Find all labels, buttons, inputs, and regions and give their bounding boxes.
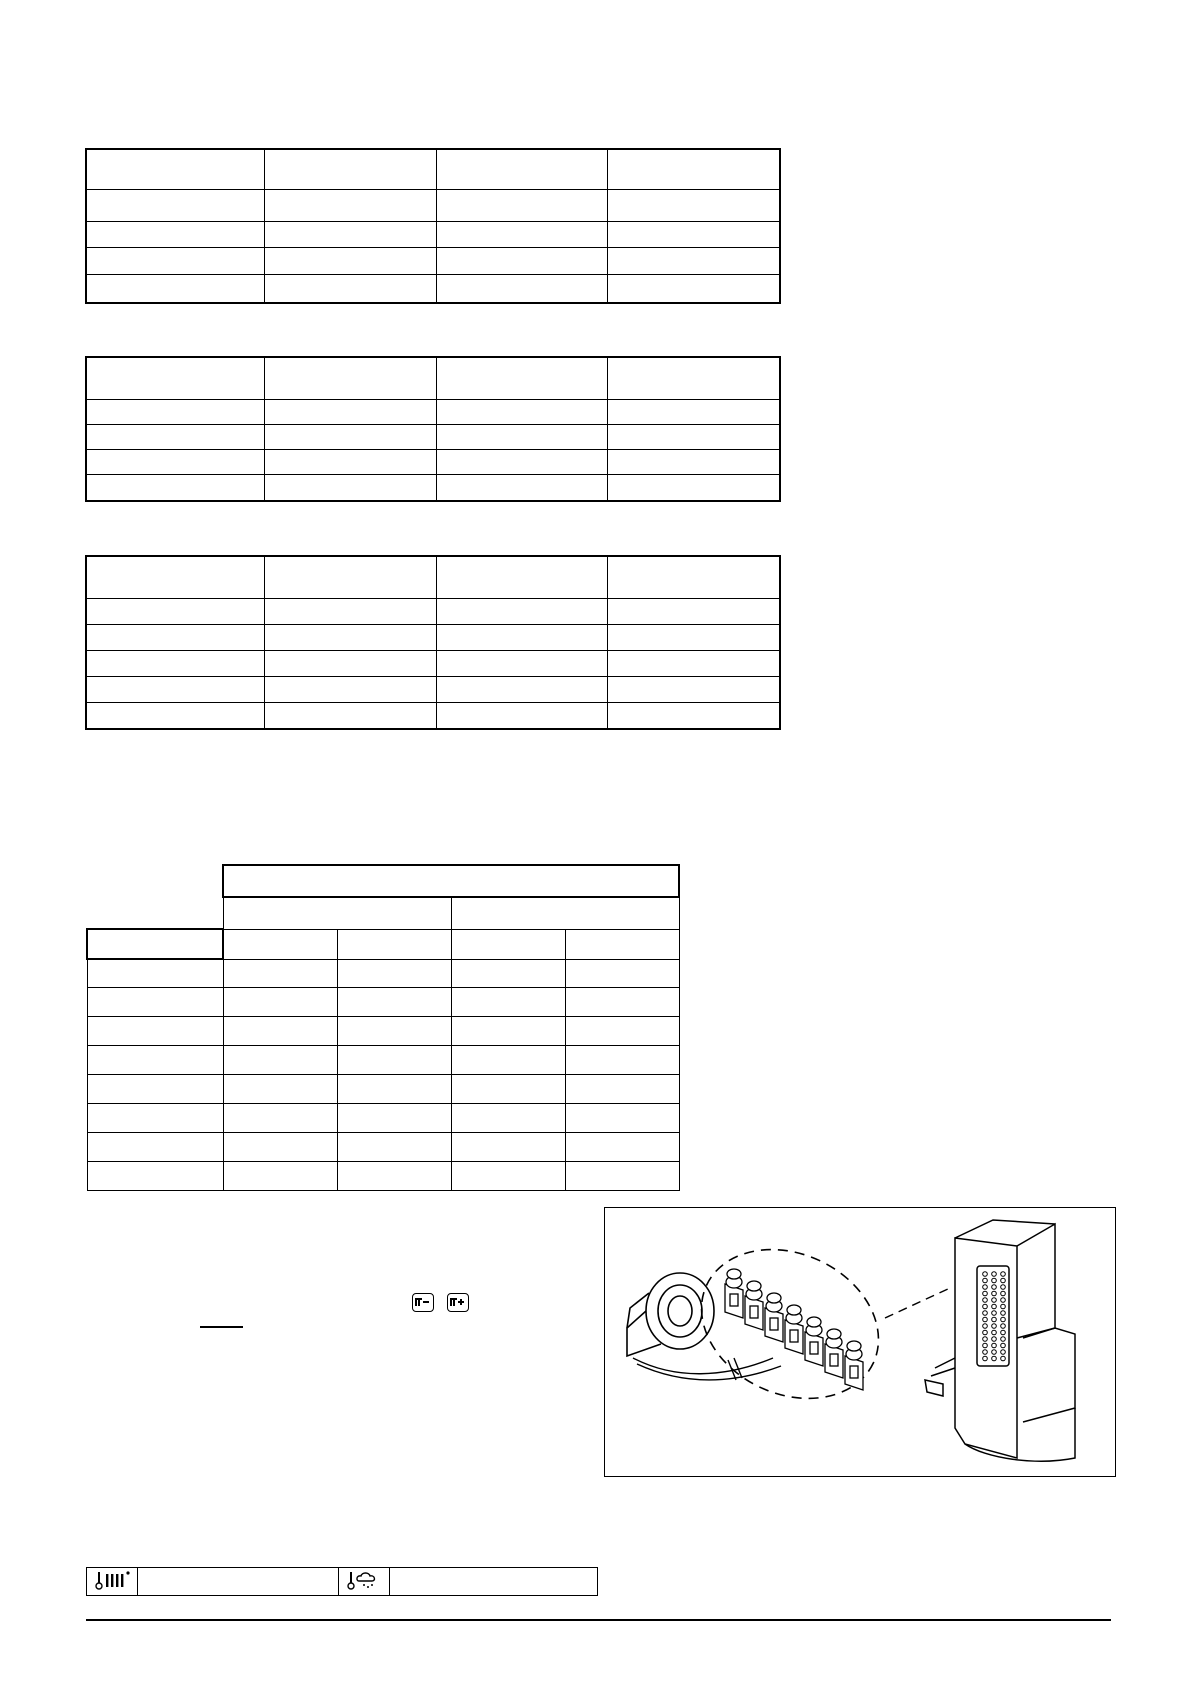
terminal-slot	[830, 1354, 838, 1366]
table-header-cell	[451, 929, 565, 959]
connector-pin	[992, 1291, 997, 1296]
data-table-3	[86, 556, 780, 729]
table-cell	[87, 1103, 223, 1132]
table-cell	[451, 1016, 565, 1045]
table-cell	[87, 987, 223, 1016]
table-cell	[87, 475, 265, 501]
terminal-strip	[725, 1269, 863, 1390]
table-cell	[87, 450, 265, 475]
connector-pin	[983, 1291, 988, 1296]
connector-pin	[1001, 1337, 1006, 1342]
table-cell	[451, 1132, 565, 1161]
table-group-header	[223, 865, 679, 897]
table-cell	[87, 1074, 223, 1103]
connector-pin	[1001, 1304, 1006, 1309]
table-cell	[223, 1045, 337, 1074]
terminal-screw-cap	[767, 1293, 781, 1303]
terminal-screw-cap	[727, 1269, 741, 1279]
table-cell	[436, 275, 608, 303]
table-header-cell	[436, 358, 608, 400]
underline-rule	[200, 1326, 243, 1328]
table-cell	[337, 987, 451, 1016]
connector-pin	[983, 1337, 988, 1342]
table-cell	[265, 425, 437, 450]
sensor-coil	[627, 1273, 714, 1356]
table-header-cell	[436, 557, 608, 599]
connector-pin	[983, 1298, 988, 1303]
connector-pin	[992, 1337, 997, 1342]
connector-pin	[983, 1356, 988, 1361]
table-cell	[337, 959, 451, 987]
table-cell	[608, 190, 780, 222]
table-cell	[608, 400, 780, 425]
table-cell	[87, 222, 265, 248]
terminal-slot	[730, 1294, 738, 1306]
table-cell	[87, 425, 265, 450]
legend-value-cell	[390, 1568, 598, 1596]
table-header-cell	[436, 150, 608, 190]
table-cell	[87, 1161, 223, 1190]
table-header-cell	[337, 929, 451, 959]
table-cell	[565, 1074, 679, 1103]
table-header-cell	[87, 557, 265, 599]
table-cell	[451, 987, 565, 1016]
table-cell	[436, 190, 608, 222]
table-cell	[337, 1132, 451, 1161]
connector-pin	[983, 1350, 988, 1355]
terminal-screw-cap	[827, 1329, 841, 1339]
connector-pin	[983, 1317, 988, 1322]
table-cell	[265, 222, 437, 248]
connector-pin	[992, 1356, 997, 1361]
sensor-cable	[633, 1358, 781, 1380]
terminal-screw-cap	[847, 1341, 861, 1351]
terminal-screw-cap	[787, 1305, 801, 1315]
connector-pin	[1001, 1324, 1006, 1329]
connector-pin	[1001, 1291, 1006, 1296]
table-cell	[265, 450, 437, 475]
connector-pin	[992, 1285, 997, 1290]
table-cell	[223, 1132, 337, 1161]
connector-pin	[983, 1343, 988, 1348]
table-cell	[436, 400, 608, 425]
table-cell	[265, 475, 437, 501]
table-cell	[436, 599, 608, 625]
connector-pin	[992, 1272, 997, 1277]
table-header-cell	[565, 929, 679, 959]
connector-pin	[1001, 1298, 1006, 1303]
table-cell	[265, 599, 437, 625]
legend-icon-cell	[87, 1568, 138, 1596]
table-cell	[436, 625, 608, 651]
table-cell	[87, 625, 265, 651]
table-header-cell	[87, 150, 265, 190]
table-cell	[436, 425, 608, 450]
connector-pin	[1001, 1285, 1006, 1290]
empty-corner-cell	[87, 865, 223, 897]
outdoor-weather-sensor-icon	[344, 1569, 384, 1591]
table-cell	[265, 651, 437, 677]
table-cell	[608, 625, 780, 651]
table-cell	[436, 475, 608, 501]
table-cell	[223, 1016, 337, 1045]
terminal-slot	[790, 1330, 798, 1342]
table-cell	[608, 703, 780, 729]
table-cell	[87, 400, 265, 425]
connector-pin	[983, 1311, 988, 1316]
table-cell	[223, 1161, 337, 1190]
table-cell	[436, 450, 608, 475]
terminal-slot	[850, 1366, 858, 1378]
table-cell	[337, 1045, 451, 1074]
panel-connector-pins	[983, 1272, 1006, 1361]
table-cell	[608, 651, 780, 677]
data-table-1	[86, 149, 780, 303]
table-cell	[436, 222, 608, 248]
connector-pin	[1001, 1330, 1006, 1335]
connector-pin	[992, 1298, 997, 1303]
table-cell	[87, 1016, 223, 1045]
connector-pin	[992, 1311, 997, 1316]
table-cell	[265, 703, 437, 729]
table-cell	[223, 959, 337, 987]
control-panel-housing	[925, 1220, 1075, 1461]
connector-pin	[992, 1278, 997, 1283]
table-cell	[451, 1045, 565, 1074]
table-cell	[451, 1103, 565, 1132]
connector-pin	[1001, 1356, 1006, 1361]
table-cell	[87, 651, 265, 677]
wiring-diagram-figure	[604, 1207, 1116, 1477]
table-header-cell	[608, 358, 780, 400]
connector-pin	[983, 1272, 988, 1277]
connector-pin	[983, 1330, 988, 1335]
table-header-cell	[223, 929, 337, 959]
table-cell	[337, 1074, 451, 1103]
connector-pin	[1001, 1343, 1006, 1348]
table-cell	[451, 1161, 565, 1190]
empty-corner-cell	[87, 897, 223, 929]
table-header-cell	[608, 557, 780, 599]
table-header-cell	[87, 358, 265, 400]
table-cell	[565, 1016, 679, 1045]
connector-pin	[992, 1343, 997, 1348]
table-cell	[565, 959, 679, 987]
table-header-cell	[265, 150, 437, 190]
terminal-slot	[810, 1342, 818, 1354]
table-cell	[436, 703, 608, 729]
table-subgroup-header	[451, 897, 679, 929]
connector-pin	[1001, 1350, 1006, 1355]
table-cell	[608, 222, 780, 248]
table-cell	[87, 275, 265, 303]
table-subgroup-header	[223, 897, 451, 929]
table-cell	[608, 275, 780, 303]
table-cell	[337, 1016, 451, 1045]
table-cell	[608, 425, 780, 450]
connector-pin	[1001, 1317, 1006, 1322]
terminal-screw-cap	[807, 1317, 821, 1327]
table-cell	[223, 987, 337, 1016]
table-cell	[87, 703, 265, 729]
table-cell	[565, 1103, 679, 1132]
table-header-cell	[265, 358, 437, 400]
table-cell	[223, 1103, 337, 1132]
table-cell	[87, 959, 223, 987]
connector-pin	[992, 1324, 997, 1329]
outdoor-curve-minus-icon	[412, 1293, 434, 1312]
heating-thermometer-icon	[92, 1569, 132, 1591]
table-cell	[87, 599, 265, 625]
connector-pin	[983, 1304, 988, 1309]
leader-line	[885, 1288, 950, 1318]
legend-value-cell	[138, 1568, 339, 1596]
connector-pin	[983, 1278, 988, 1283]
table-cell	[608, 450, 780, 475]
connector-pin	[1001, 1278, 1006, 1283]
table-cell	[608, 677, 780, 703]
legend-icon-cell	[339, 1568, 390, 1596]
table-cell	[436, 677, 608, 703]
table-cell	[565, 1045, 679, 1074]
table-cell	[337, 1103, 451, 1132]
connector-pin	[983, 1324, 988, 1329]
connector-pin	[1001, 1272, 1006, 1277]
table-cell	[436, 651, 608, 677]
connector-pin	[983, 1285, 988, 1290]
terminal-slot	[750, 1306, 758, 1318]
symbol-legend-table	[86, 1567, 598, 1596]
table-cell	[265, 190, 437, 222]
connector-pin	[992, 1317, 997, 1322]
table-cell	[87, 1045, 223, 1074]
table-cell	[265, 248, 437, 275]
table-header-cell	[265, 557, 437, 599]
connector-pin	[1001, 1311, 1006, 1316]
terminal-slot	[770, 1318, 778, 1330]
terminal-block-illustration	[605, 1208, 1115, 1476]
table-header-cell	[608, 150, 780, 190]
terminal-screw-cap	[747, 1281, 761, 1291]
table-cell	[451, 1074, 565, 1103]
connector-pin	[992, 1304, 997, 1309]
table-cell	[265, 400, 437, 425]
grouped-data-table	[86, 864, 680, 1191]
table-cell	[87, 248, 265, 275]
table-cell	[87, 190, 265, 222]
table-cell	[223, 1074, 337, 1103]
table-cell	[565, 1161, 679, 1190]
table-cell	[451, 959, 565, 987]
connector-pin	[992, 1350, 997, 1355]
table-cell	[265, 625, 437, 651]
table-cell	[87, 677, 265, 703]
connector-pin	[992, 1330, 997, 1335]
table-cell	[337, 1161, 451, 1190]
table-cell	[565, 1132, 679, 1161]
table-header-cell	[87, 929, 223, 959]
table-cell	[87, 1132, 223, 1161]
footer-rule	[86, 1619, 1111, 1621]
table-cell	[608, 475, 780, 501]
table-cell	[565, 987, 679, 1016]
data-table-2	[86, 357, 780, 501]
outdoor-curve-plus-icon	[447, 1293, 469, 1312]
table-cell	[265, 275, 437, 303]
table-cell	[608, 599, 780, 625]
table-cell	[608, 248, 780, 275]
table-cell	[265, 677, 437, 703]
table-cell	[436, 248, 608, 275]
